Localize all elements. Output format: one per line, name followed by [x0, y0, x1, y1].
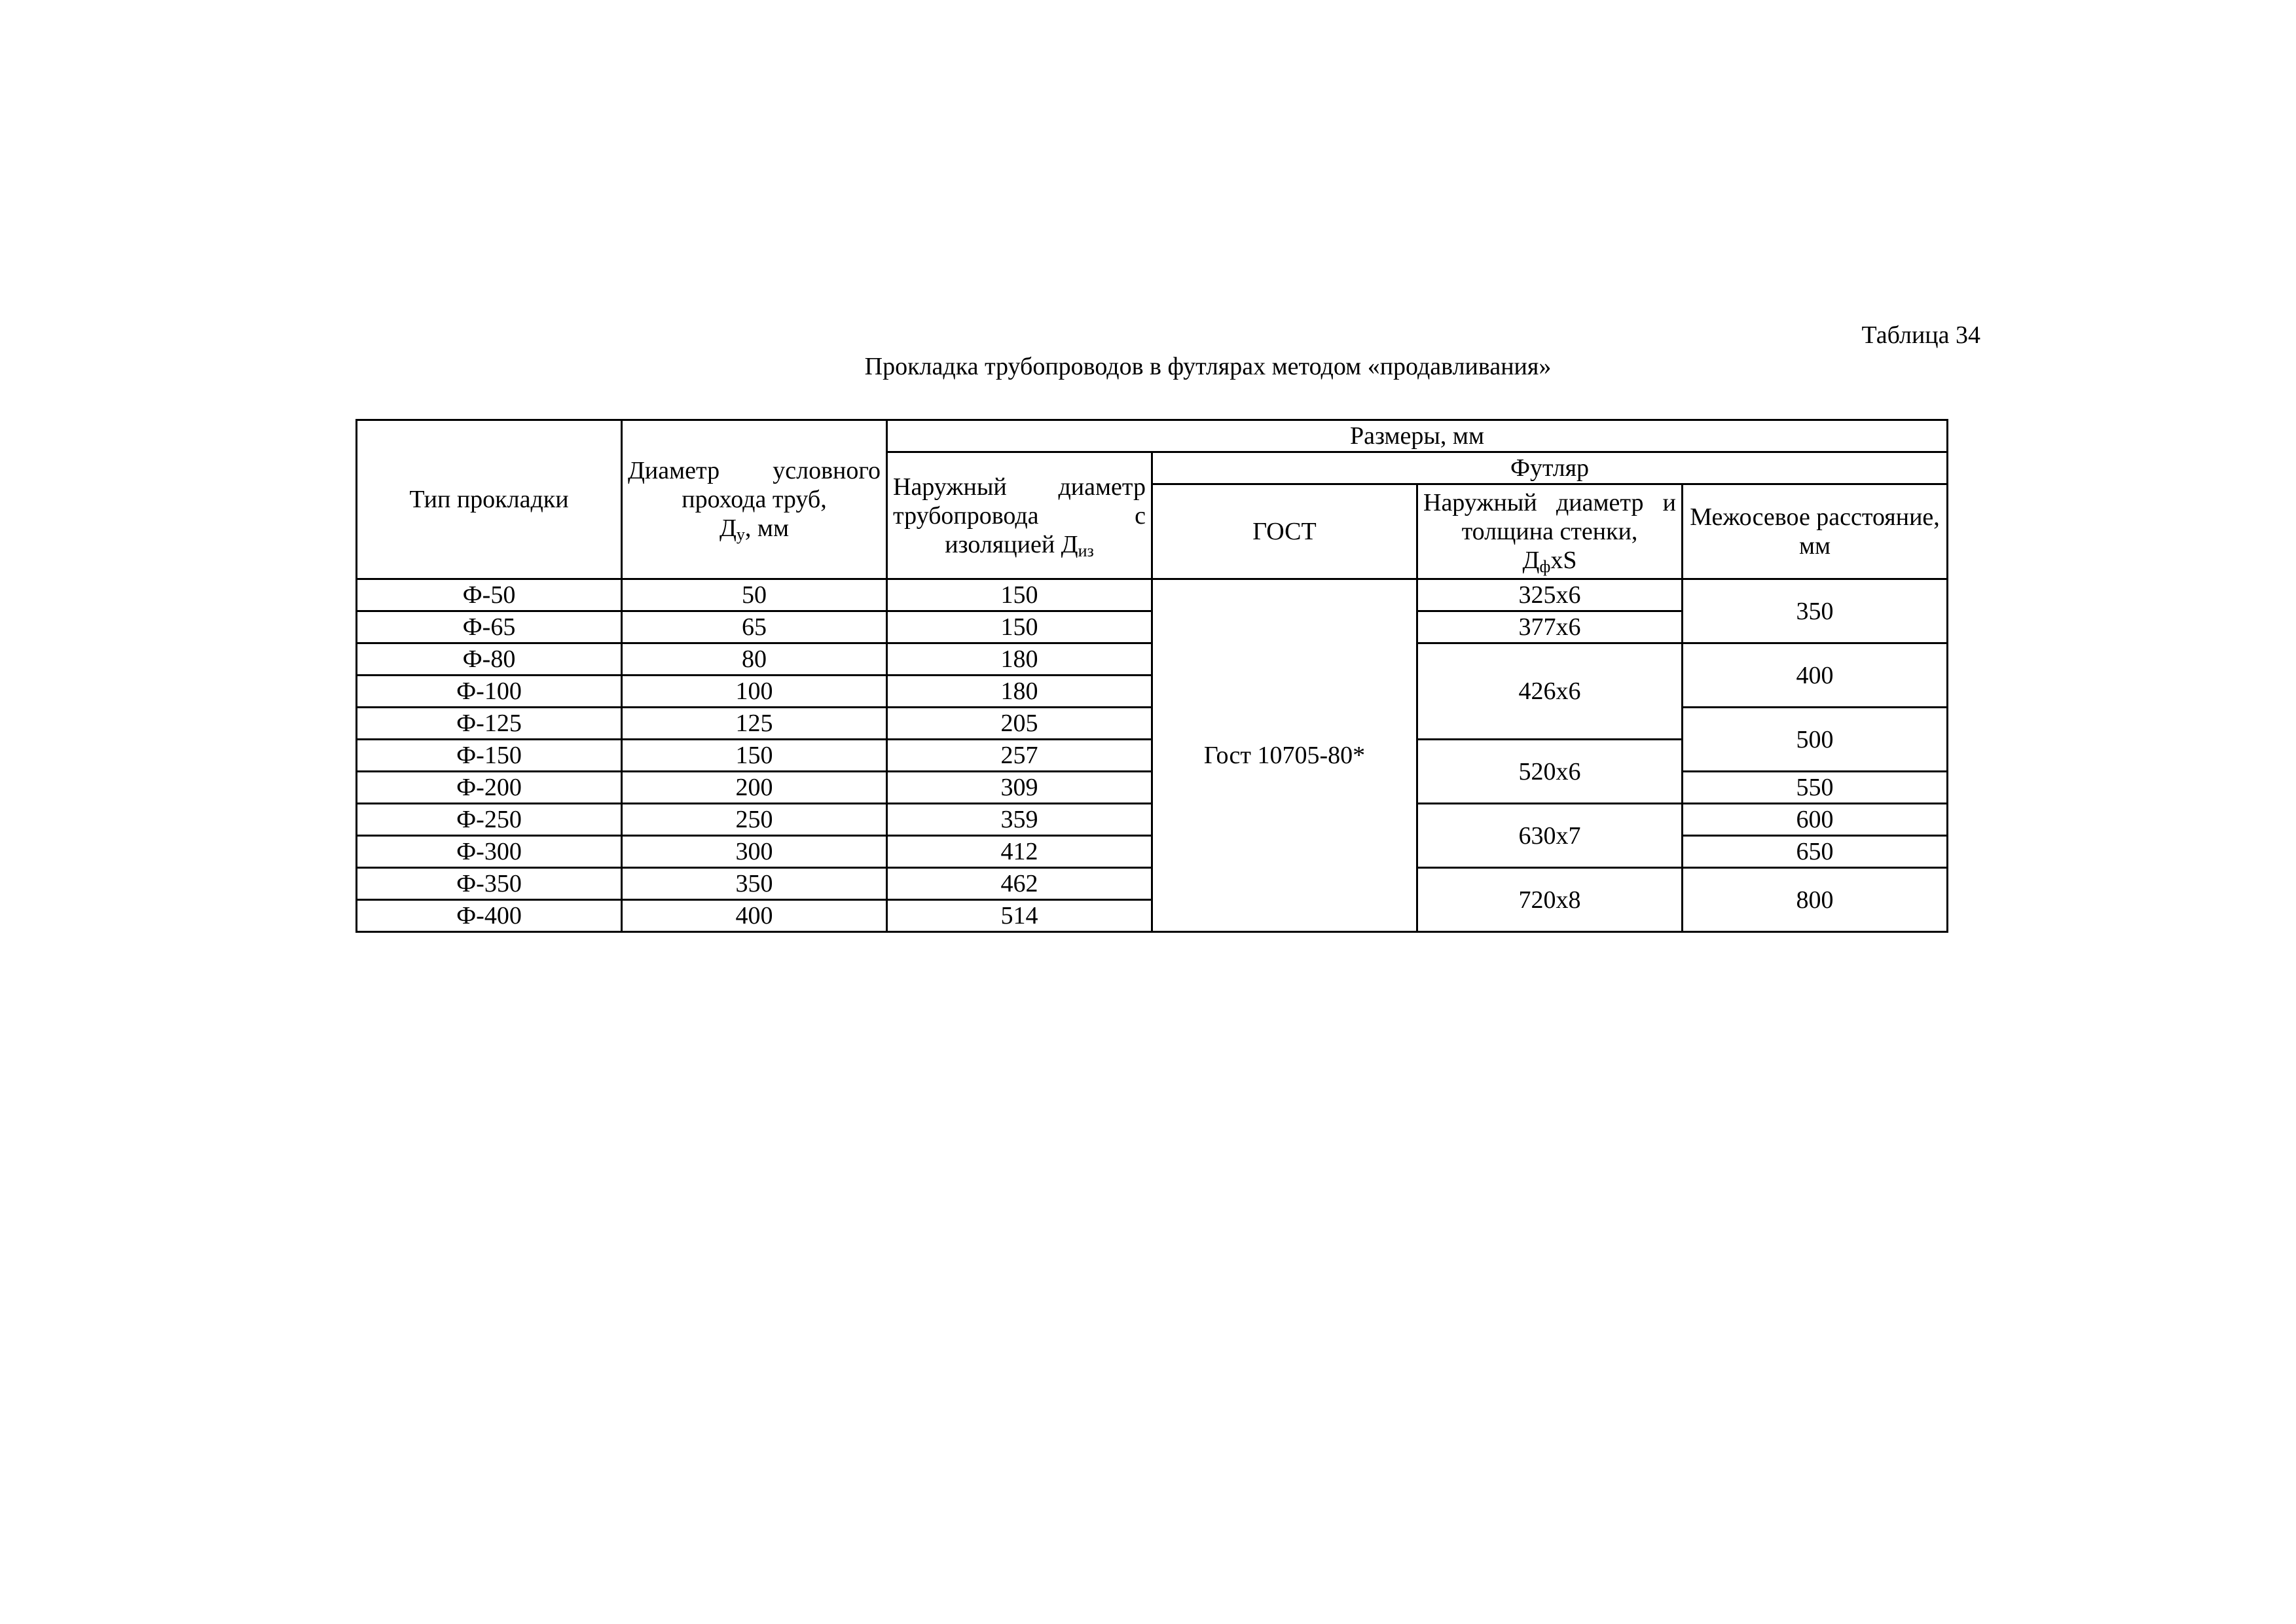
cell-type: Ф-200	[357, 772, 622, 804]
cell-du: 125	[622, 708, 887, 740]
cell-outer: 180	[887, 643, 1152, 676]
cell-du: 50	[622, 579, 887, 611]
header-case-diameter: Наружный диаметр и толщина стенки, $Д_фxS$	[1417, 484, 1683, 579]
cell-du: 80	[622, 643, 887, 676]
table-row	[357, 579, 1948, 611]
cell-spacing: 350	[1683, 579, 1948, 643]
cell-outer: 150	[887, 611, 1152, 643]
cell-du: 150	[622, 740, 887, 772]
cell-outer: 205	[887, 708, 1152, 740]
table-title: Прокладка трубопроводов в футлярах методом «продавливания»	[864, 353, 1552, 380]
pipe-casing-table	[355, 419, 1948, 933]
cell-du: 100	[622, 676, 887, 708]
cell-type: Ф-350	[357, 868, 622, 900]
cell-spacing: 550	[1683, 772, 1948, 804]
cell-du: 200	[622, 772, 887, 804]
header-outer-diameter: Наружный диаметр трубопровода с изоляцией $Д_{из}$	[887, 452, 1152, 579]
cell-case: 377х6	[1417, 611, 1683, 643]
cell-type: Ф-65	[357, 611, 622, 643]
cell-type: Ф-250	[357, 804, 622, 836]
cell-outer: 180	[887, 676, 1152, 708]
cell-du: 300	[622, 836, 887, 868]
cell-case: 325х6	[1417, 579, 1683, 611]
header-sizes: Размеры, мм	[887, 420, 1948, 452]
cell-case: 520х6	[1417, 740, 1683, 804]
cell-spacing: 650	[1683, 836, 1948, 868]
cell-case: 720х8	[1417, 868, 1683, 932]
cell-case: 426х6	[1417, 643, 1683, 740]
cell-spacing: 800	[1683, 868, 1948, 932]
cell-type: Ф-80	[357, 643, 622, 676]
cell-type: Ф-125	[357, 708, 622, 740]
cell-type: Ф-300	[357, 836, 622, 868]
cell-spacing: 600	[1683, 804, 1948, 836]
cell-du: 250	[622, 804, 887, 836]
cell-spacing: 500	[1683, 708, 1948, 772]
cell-du: 65	[622, 611, 887, 643]
cell-gost: Гост 10705-80*	[1152, 579, 1417, 932]
header-du: Диаметр условного прохода труб, $Д_у$, мм	[622, 420, 887, 579]
header-spacing: Межосевое расстояние, мм	[1683, 484, 1948, 579]
cell-outer: 514	[887, 900, 1152, 932]
cell-outer: 309	[887, 772, 1152, 804]
table-number: Таблица 34	[1861, 321, 1980, 349]
cell-type: Ф-400	[357, 900, 622, 932]
cell-outer: 462	[887, 868, 1152, 900]
cell-outer: 257	[887, 740, 1152, 772]
cell-type: Ф-100	[357, 676, 622, 708]
cell-type: Ф-50	[357, 579, 622, 611]
cell-outer: 359	[887, 804, 1152, 836]
header-gost: ГОСТ	[1152, 484, 1417, 579]
cell-outer: 150	[887, 579, 1152, 611]
cell-outer: 412	[887, 836, 1152, 868]
header-type: Тип прокладки	[357, 420, 622, 579]
cell-case: 630х7	[1417, 804, 1683, 868]
cell-type: Ф-150	[357, 740, 622, 772]
cell-du: 350	[622, 868, 887, 900]
header-case: Футляр	[1152, 452, 1948, 484]
cell-du: 400	[622, 900, 887, 932]
cell-spacing: 400	[1683, 643, 1948, 708]
